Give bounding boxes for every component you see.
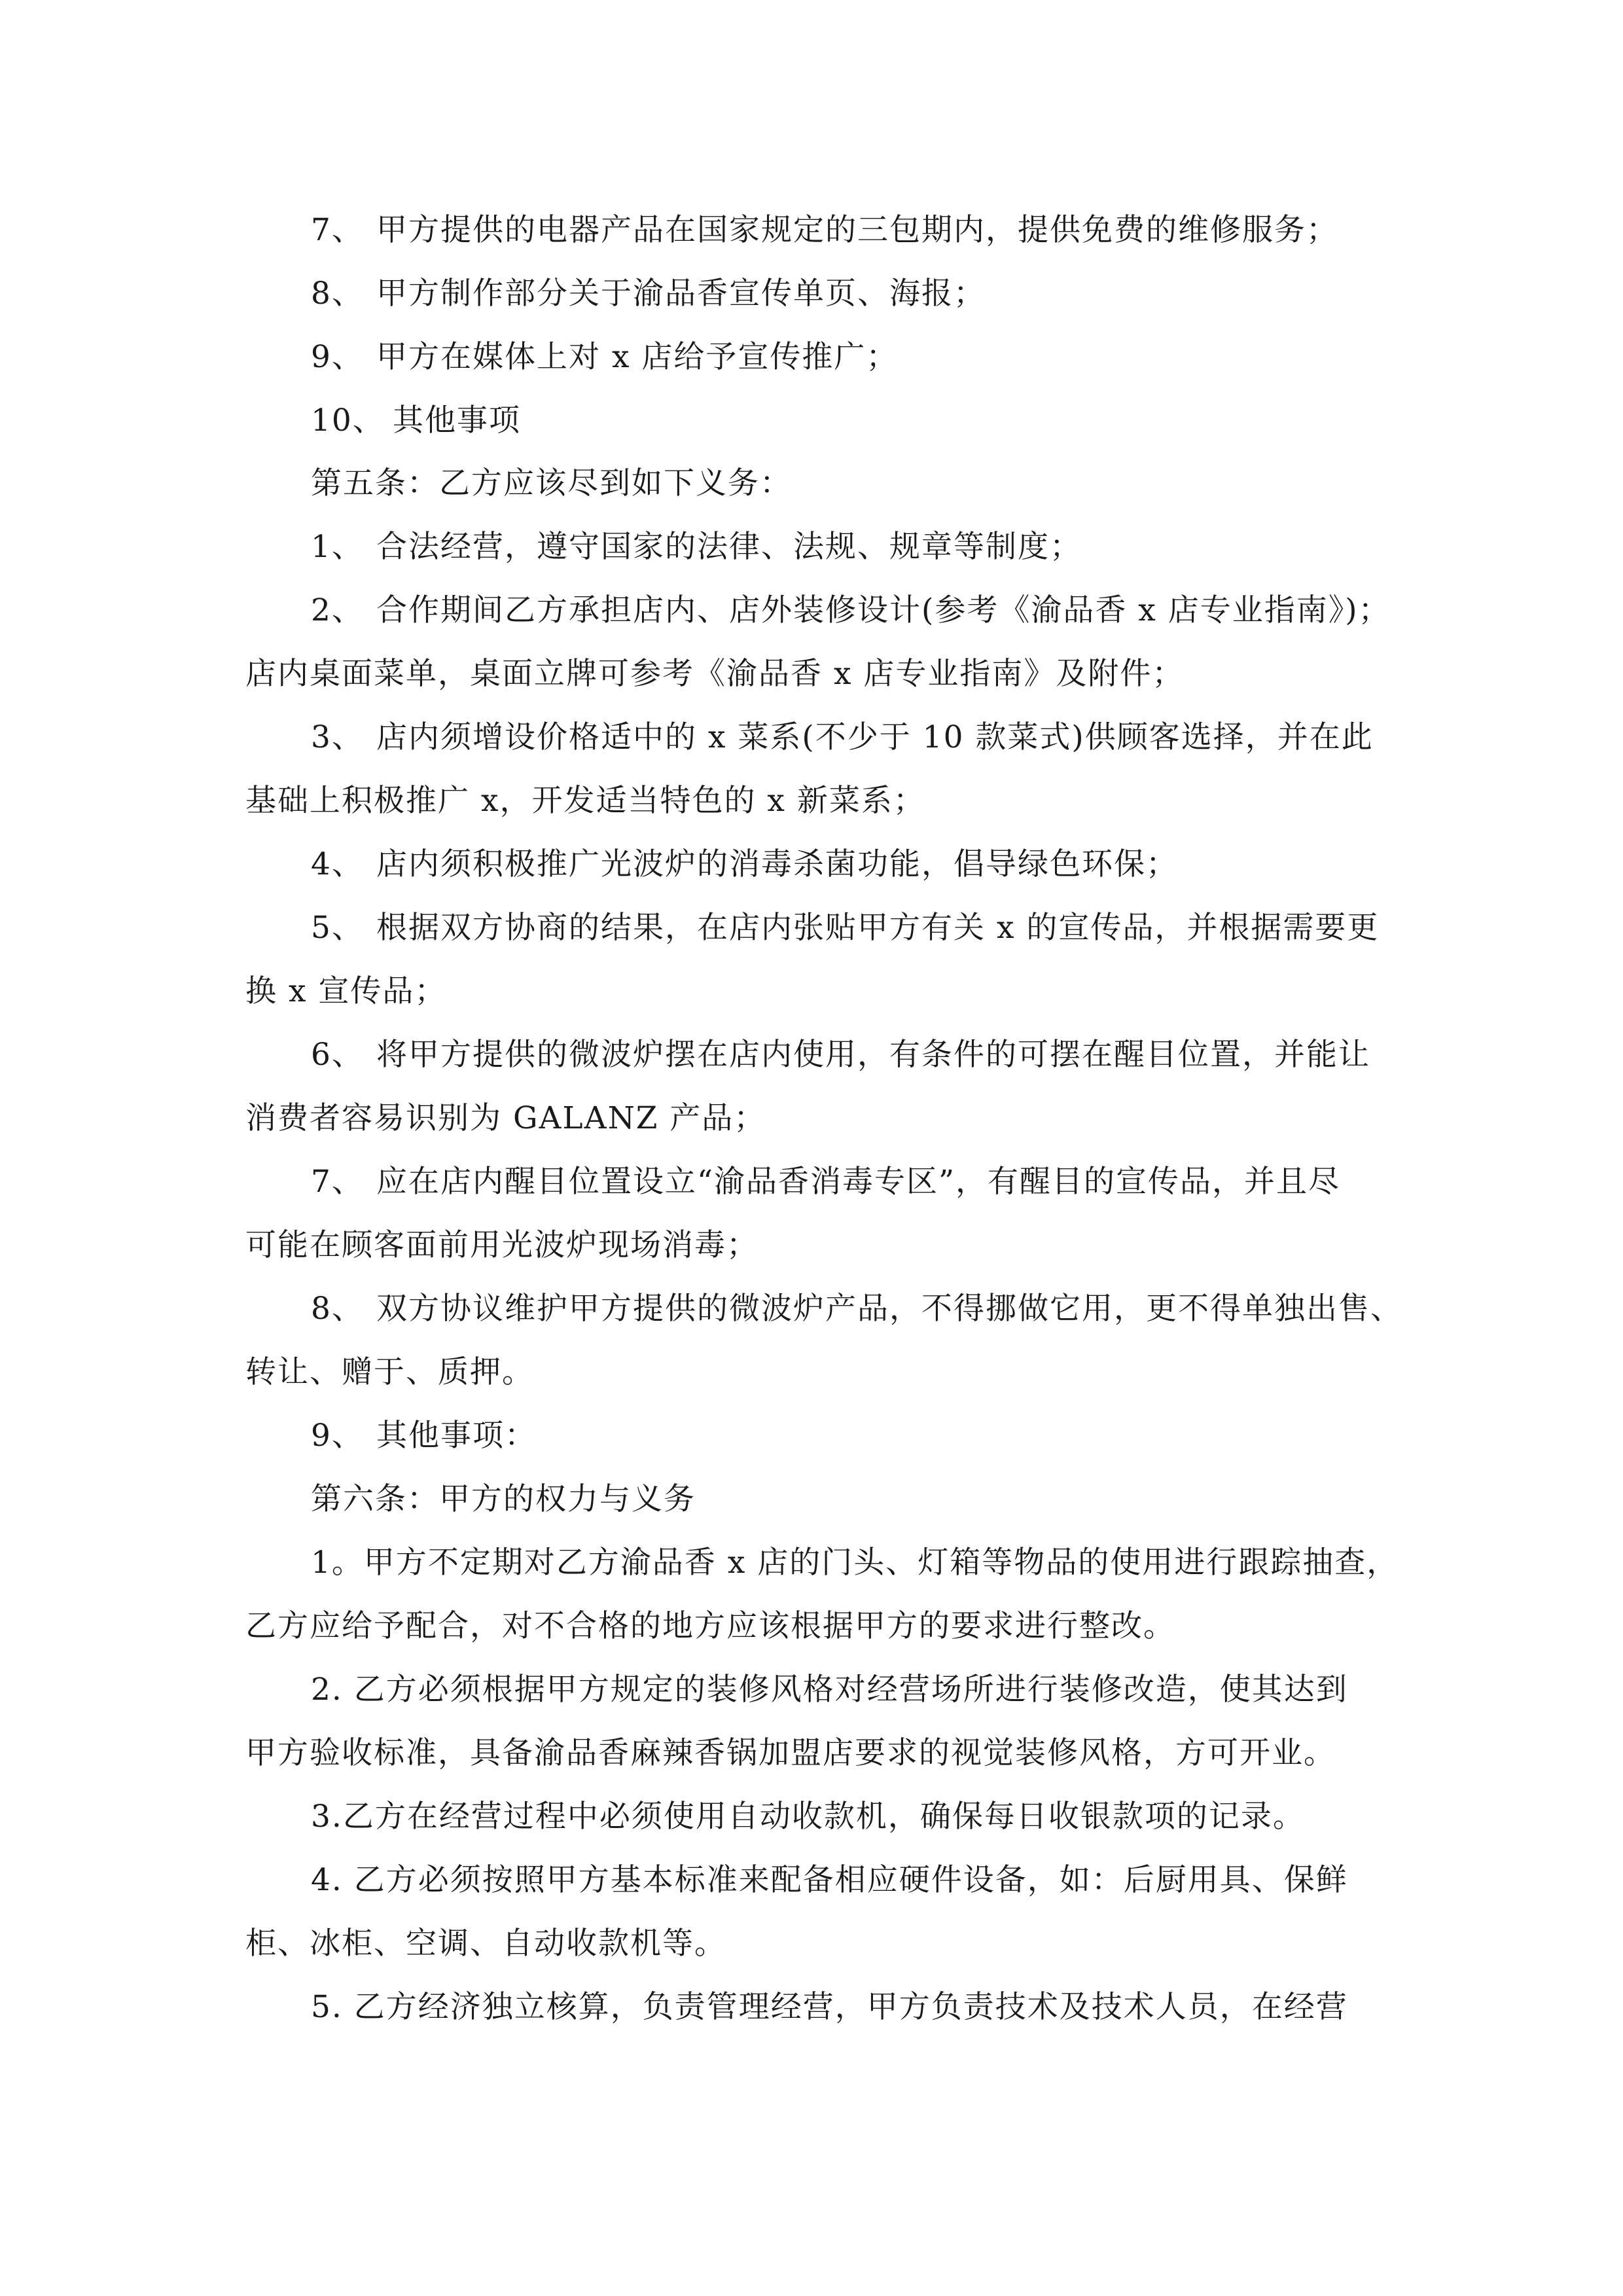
paragraph-line: 2. 乙方必须根据甲方规定的装修风格对经营场所进行装修改造，使其达到 [311,1672,1348,1708]
item-number: 6、 [311,1037,364,1073]
paragraph-line: 基础上积极推广 x，开发适当特色的 x 新菜系； [245,783,925,819]
item-text: 将甲方提供的微波炉摆在店内使用，有条件的可摆在醒目位置，并能让 [376,1037,1370,1073]
list-item [311,211,1338,250]
item-number: 10、 [311,403,385,439]
paragraph-line: 3.乙方在经营过程中必须使用自动收款机，确保每日收银款项的记录。 [311,1799,1305,1835]
item-number: 1、 [311,529,364,565]
item-text: 甲方在媒体上对 x 店给予宣传推广； [376,339,899,375]
item-number: 3、 [311,719,364,755]
item-number: 2、 [311,592,364,628]
paragraph-line: 店内桌面菜单，桌面立牌可参考《渝品香 x 店专业指南》及附件； [245,656,1185,692]
item-text: 其他事项 [393,403,521,439]
item-text: 应在店内醒目位置设立“渝品香消毒专区”，有醒目的宣传品，并且尽 [376,1164,1341,1200]
item-text: 合法经营，遵守国家的法律、法规、规章等制度； [376,529,1082,565]
list-item [311,1035,1370,1075]
item-text: 甲方制作部分关于渝品香宣传单页、海报； [376,276,986,312]
list-item [311,274,986,314]
item-number: 7、 [311,1164,364,1200]
item-text: 甲方提供的电器产品在国家规定的三包期内，提供免费的维修服务； [376,212,1338,248]
item-number: 5、 [311,910,364,946]
paragraph-line: 柜、冰柜、空调、自动收款机等。 [245,1926,726,1962]
list-item [311,591,1391,630]
section-heading: 第六条：甲方的权力与义务 [311,1481,696,1517]
paragraph-line: 换 x 宣传品； [245,973,447,1009]
paragraph-line: 可能在顾客面前用光波炉现场消毒； [245,1227,758,1263]
list-item [311,718,1374,757]
list-item [311,401,521,440]
list-item [311,1416,537,1456]
item-text: 店内须增设价格适中的 x 菜系(不少于 10 款菜式)供顾客选择，并在此 [376,719,1374,755]
list-item [311,338,898,377]
item-number: 9、 [311,339,364,375]
list-item [311,528,1082,567]
list-item [311,845,1178,884]
paragraph-line: 4. 乙方必须按照甲方基本标准来配备相应硬件设备，如：后厨用具、保鲜 [311,1862,1348,1898]
section-heading: 第五条：乙方应该尽到如下义务： [311,465,792,501]
item-number: 8、 [311,1291,364,1327]
item-number: 4、 [311,846,364,882]
paragraph-line: 5. 乙方经济独立核算，负责管理经营，甲方负责技术及技术人员，在经营 [311,1989,1348,2025]
list-item [311,1162,1340,1202]
item-number: 7、 [311,212,364,248]
paragraph-line: 消费者容易识别为 GALANZ 产品； [245,1100,766,1136]
list-item [311,908,1379,948]
item-text: 根据双方协商的结果，在店内张贴甲方有关 x 的宣传品，并根据需要更 [376,910,1380,946]
paragraph-line: 乙方应给予配合，对不合格的地方应该根据甲方的要求进行整改。 [245,1608,1175,1644]
paragraph-line: 1。甲方不定期对乙方渝品香 x 店的门头、灯箱等物品的使用进行跟踪抽查， [311,1545,1399,1581]
item-text: 双方协议维护甲方提供的微波炉产品，不得挪做它用，更不得单独出售、 [376,1291,1402,1327]
paragraph-line: 转让、赠于、质押。 [245,1354,534,1390]
item-text: 合作期间乙方承担店内、店外装修设计(参考《渝品香 x 店专业指南》)； [376,592,1391,628]
item-number: 9、 [311,1418,364,1454]
paragraph-line: 甲方验收标准，具备渝品香麻辣香锅加盟店要求的视觉装修风格，方可开业。 [245,1735,1336,1771]
item-text: 其他事项： [376,1418,537,1454]
list-item [311,1289,1402,1329]
item-number: 8、 [311,276,364,312]
item-text: 店内须积极推广光波炉的消毒杀菌功能，倡导绿色环保； [376,846,1178,882]
